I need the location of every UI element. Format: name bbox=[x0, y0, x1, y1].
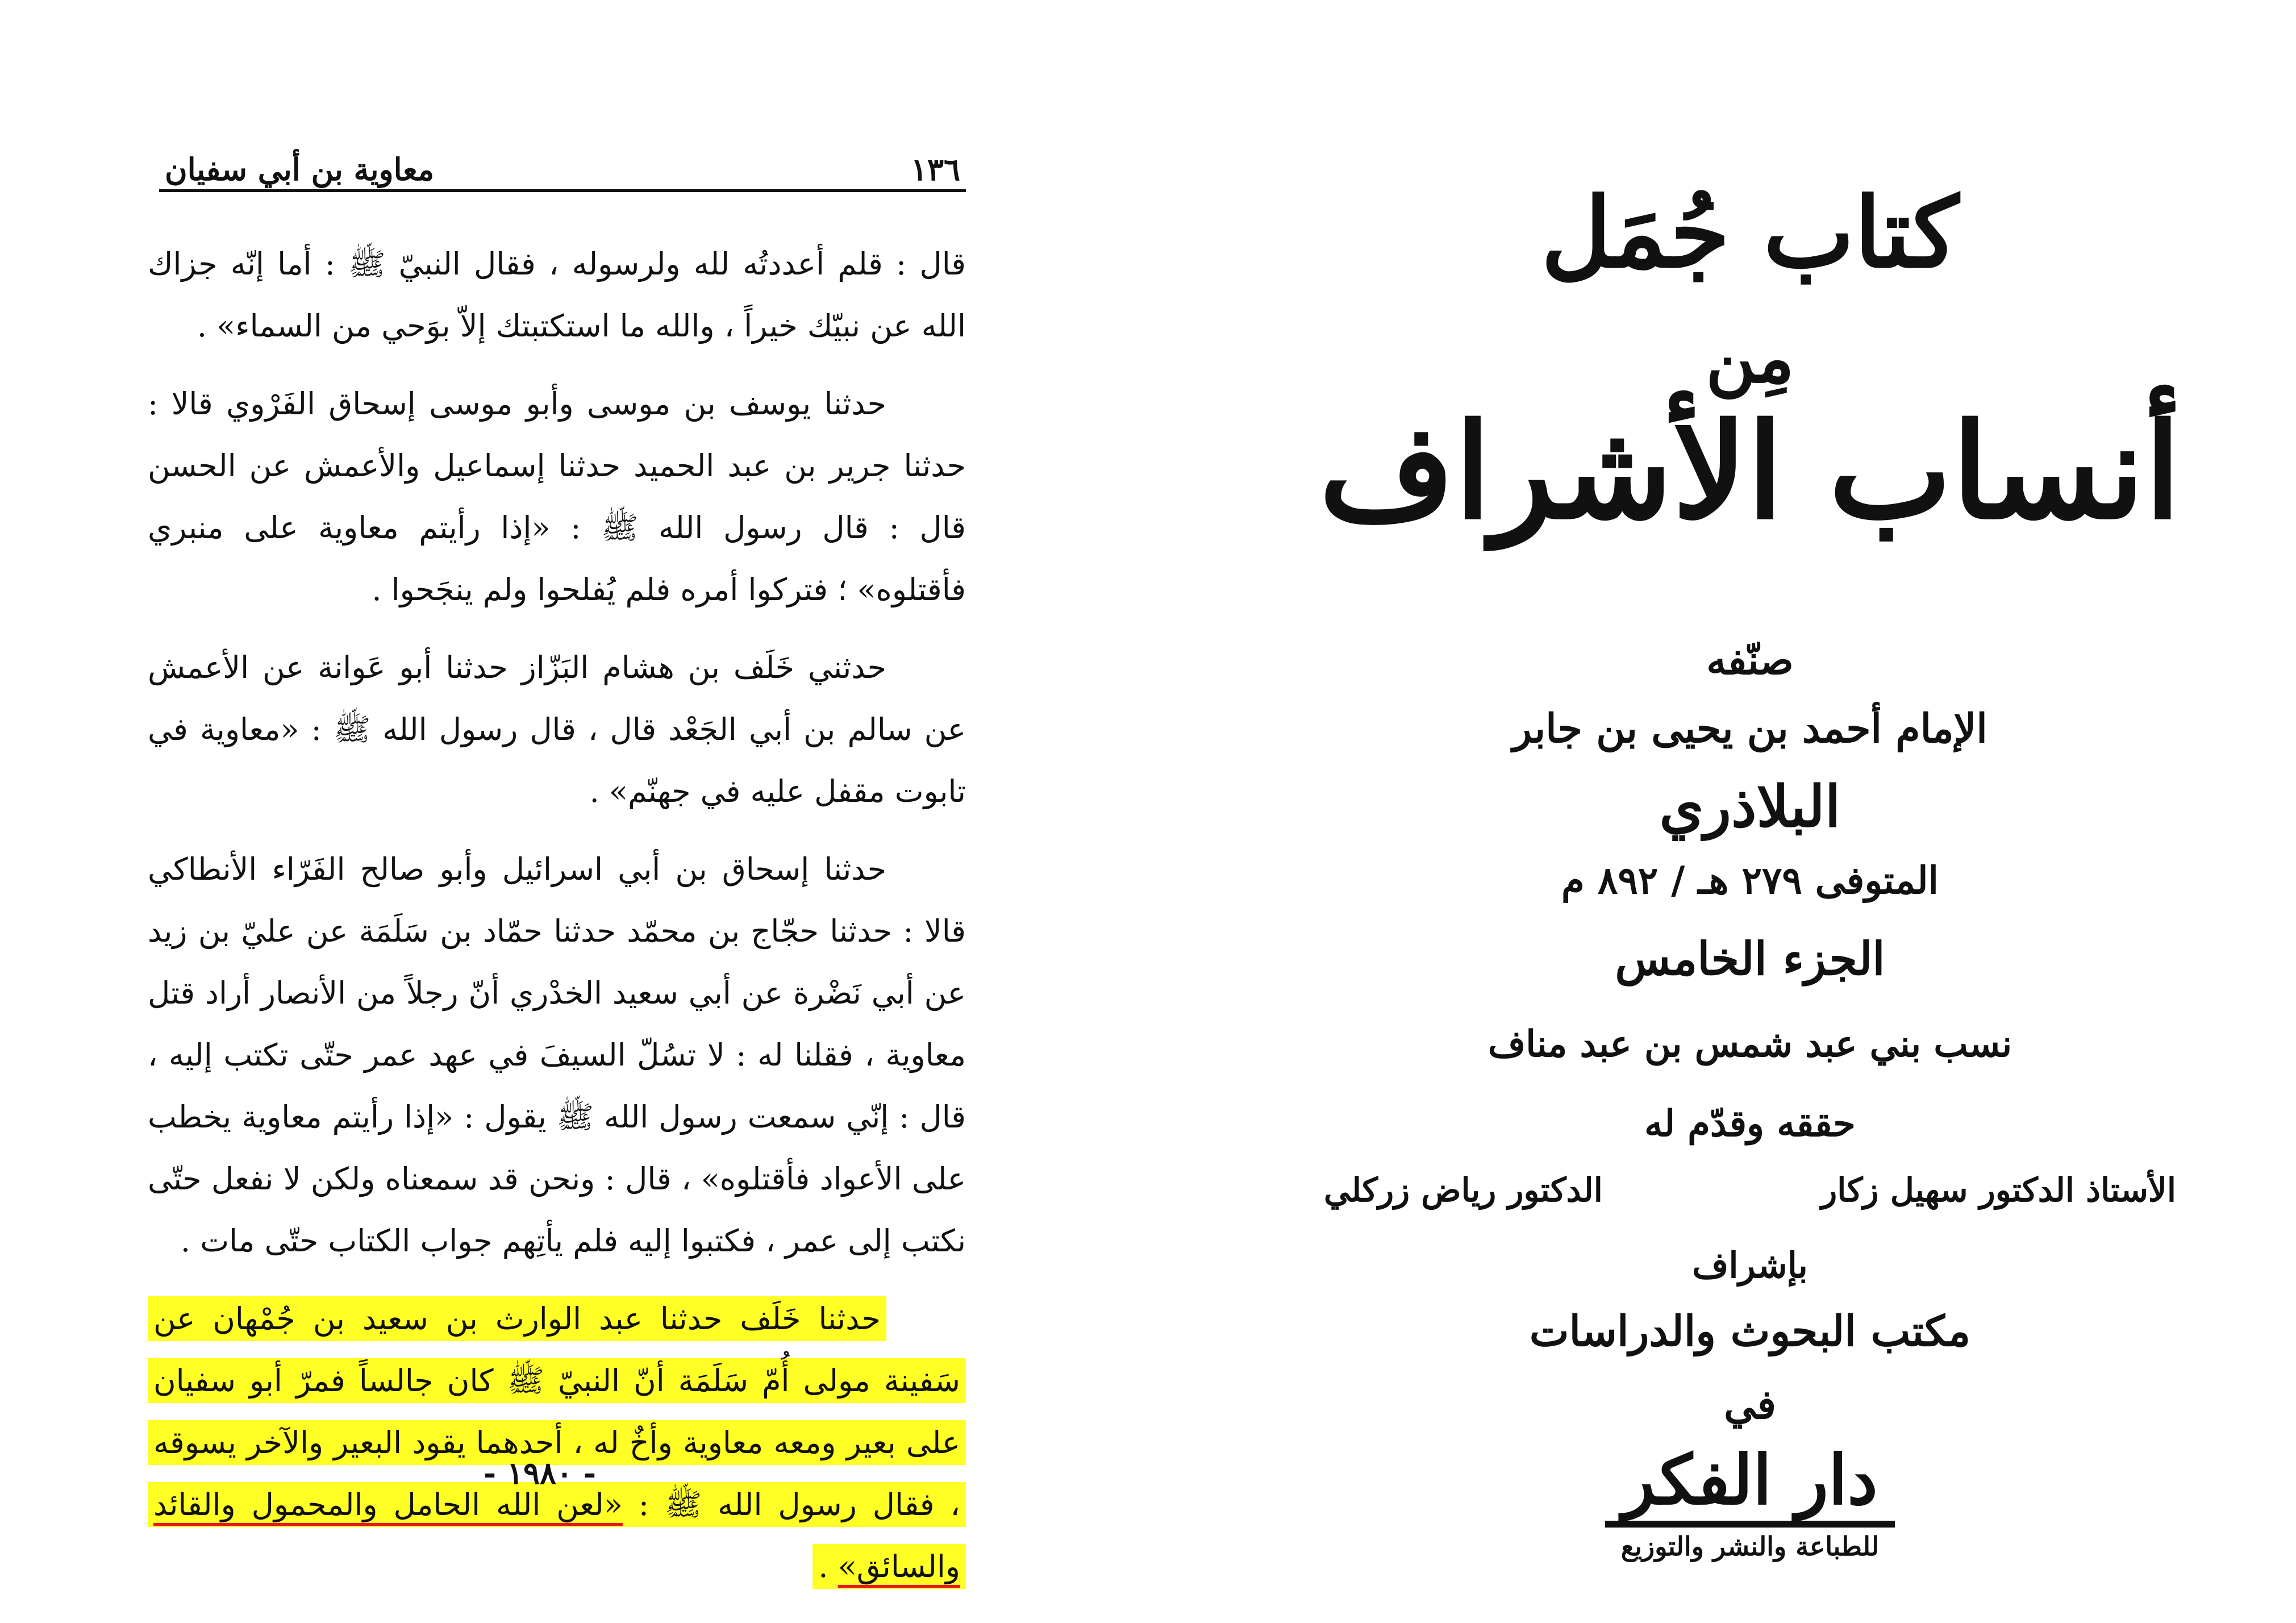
header-rule bbox=[159, 189, 966, 192]
publisher-logo bbox=[1307, 1440, 2193, 1562]
author-nisba: البلاذري bbox=[1659, 773, 1841, 840]
volume-label: الجزء الخامس bbox=[1615, 932, 1885, 985]
editor-2: الدكتور رياض زركلي bbox=[1324, 1171, 1603, 1209]
supervision-label: بإشراف bbox=[1692, 1245, 1808, 1286]
title-page bbox=[1307, 148, 2193, 1562]
author-name: الإمام أحمد بن يحيى بن جابر bbox=[1512, 705, 1987, 752]
highlighted-text-end: . bbox=[818, 1549, 838, 1584]
header-section-title: معاوية بن أبي سفيان bbox=[165, 151, 435, 188]
header-page-number: ١٣٦ bbox=[910, 151, 960, 188]
title-kitab-jumal: كتاب جُمَل bbox=[1541, 176, 1959, 290]
editors bbox=[1307, 1171, 2193, 1222]
death-date: المتوفى ٢٧٩ هـ / ٨٩٢ م bbox=[1561, 858, 1939, 902]
compiled-by-label: صنّفه bbox=[1706, 636, 1794, 684]
footer-page-number: - ١٩٨٠ - bbox=[483, 1455, 597, 1491]
edited-by-label: حققه وقدّم له bbox=[1644, 1102, 1856, 1145]
paragraph: قال : قلم أعددتُه لله ولرسوله ، فقال النبيّ ﷺ : أما إنّه جزاك الله عن نبيّك خيراً ، والله ما استكتبتك إلاّ بوَحي من السماء» . bbox=[148, 246, 966, 344]
highlighted-text: حدثنا خَلَف حدثنا عبد الوارث بن سعيد بن جُمْهان عن سَفينة مولى أُمّ سَلَمَة أنّ النبيّ ﷺ كان جالساً فمرّ أبو سفيان على بعير ومعه معاوية وأخٌ له ، أحدهما يقود البعير والآخر يسوقه ، فقال رسول الله ﷺ : bbox=[153, 1301, 960, 1522]
title-min: مِن bbox=[1706, 318, 1794, 398]
publisher-tagline: للطباعة والنشر والتوزيع bbox=[1620, 1531, 1880, 1562]
highlighted-paragraph bbox=[148, 1288, 966, 1597]
editor-1: الأستاذ الدكتور سهيل زكار bbox=[1821, 1171, 2176, 1209]
paragraph: حدثنا يوسف بن موسى وأبو موسى إسحاق الفَرْوي قالا : حدثنا جرير بن عبد الحميد حدثنا إسماعيل والأعمش عن الحسن قال : قال رسول الله ﷺ : «إذا رأيتم معاوية على منبري فأقتلوه» ؛ فتركوا أمره فلم يُفلحوا ولم ينجَحوا . bbox=[148, 386, 966, 607]
research-office: مكتب البحوث والدراسات bbox=[1529, 1307, 1971, 1356]
highlight-marker bbox=[148, 1296, 966, 1589]
book-title: أنساب الأشراف bbox=[1319, 395, 2181, 548]
publisher-name: دار الفكر bbox=[1605, 1443, 1895, 1528]
paragraph: حدثنا إسحاق بن أبي اسرائيل وأبو صالح الفَرّاء الأنطاكي قالا : حدثنا حجّاج بن محمّد حدثنا حمّاد بن سَلَمَة عن عليّ بن زيد عن أبي نَضْرة عن أبي سعيد الخدْري أنّ رجلاً من الأنصار أراد قتل معاوية ، فقلنا له : لا تسُلّ السيفَ في عهد عمر حتّى تكتب إليه ، قال : إنّي سمعت رسول الله ﷺ يقول : «إذا رأيتم معاوية يخطب على الأعواد فأقتلوه» ، قال : ونحن قد سمعناه ولكن لا نفعل حتّى نكتب إلى عمر ، فكتبوا إليه فلم يأتِهم جواب الكتاب حتّى مات . bbox=[148, 851, 966, 1259]
underlined-hadith: «لعن الله الحامل والمحمول والقائد والسائق» bbox=[153, 1487, 960, 1584]
left-page bbox=[131, 114, 972, 1584]
running-head bbox=[165, 136, 960, 188]
fi-label: في bbox=[1724, 1381, 1776, 1428]
text-body bbox=[148, 233, 966, 1613]
volume-subject: نسب بني عبد شمس بن عبد مناف bbox=[1487, 1023, 2012, 1066]
paragraph: حدثني خَلَف بن هشام البَزّاز حدثنا أبو عَوانة عن الأعمش عن سالم بن أبي الجَعْد قال ، قال رسول الله ﷺ : «معاوية في تابوت مقفل عليه في جهنّم» . bbox=[148, 650, 966, 809]
